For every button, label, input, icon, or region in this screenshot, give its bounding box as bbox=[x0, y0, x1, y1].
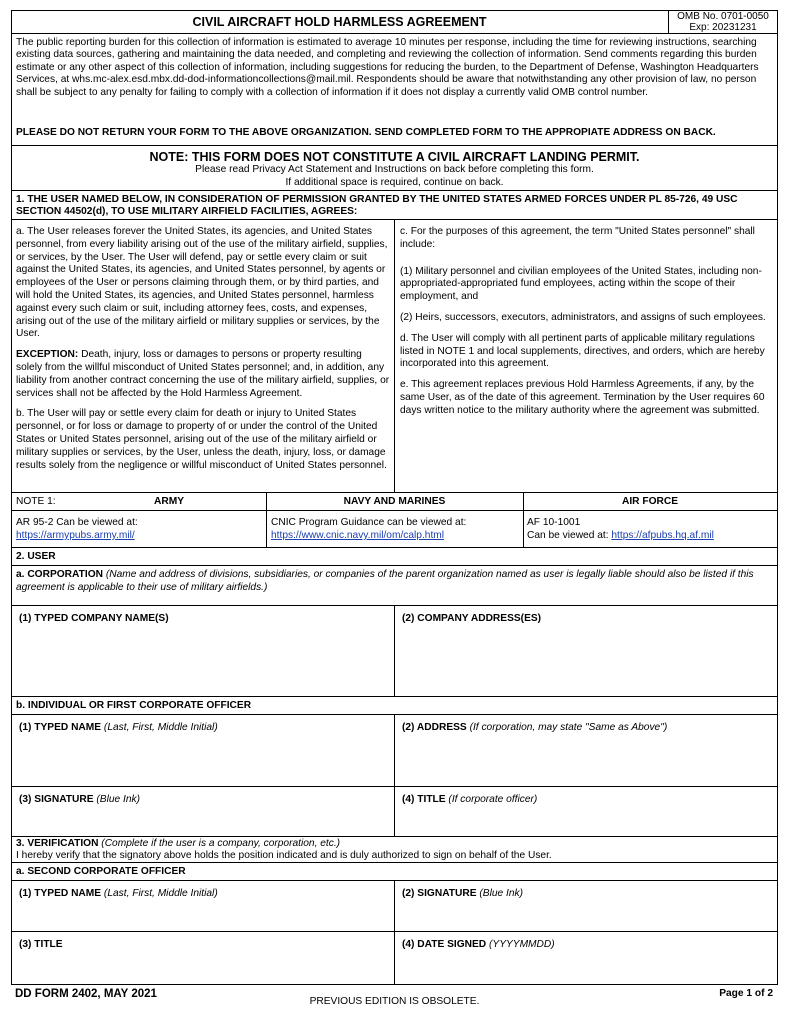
burden-statement bbox=[12, 34, 777, 146]
corporation-label: a. CORPORATION bbox=[16, 569, 103, 580]
form-number: DD FORM 2402, MAY 2021 bbox=[15, 988, 157, 1000]
obsolete-notice: PREVIOUS EDITION IS OBSOLETE. bbox=[309, 996, 480, 1007]
exception-text: Death, injury, loss or damages to persons or property resulting solely from the willful misconduct of United States personnel; and, in addition, any liability from another contract concerning the use of the military airfield, supplies, or services shall not be affected by the Hold Harmless Agreement. bbox=[16, 349, 390, 399]
second-typed-name-label bbox=[19, 888, 218, 900]
address-label bbox=[402, 722, 667, 734]
second-typed-name-title: (1) TYPED NAME bbox=[19, 888, 102, 899]
individual-signature-row bbox=[12, 787, 777, 837]
divider bbox=[668, 11, 669, 33]
section-1-heading: 1. THE USER NAMED BELOW, IN CONSIDERATION OF PERMISSION GRANTED BY THE UNITED STATES ARMED FORCES UNDER PL 85-726, 49 USC SECTION 44502(d), TO USE MILITARY AIRFIELD FACILITIES, AGREES: bbox=[16, 194, 738, 217]
clause-c: c. For the purposes of this agreement, the term "United States personnel" shall include: bbox=[400, 226, 755, 250]
verification-note: (Complete if the user is a company, corporation, etc.) bbox=[101, 838, 341, 849]
note-1-label: NOTE 1: bbox=[16, 496, 56, 507]
clause-b: b. The User will pay or settle every claim for death or injury to United States personnel, or for loss or damage to property of or under the control of the United States or United States personnel, arising out of the use of the military airfield or military supplies or services, by the User, unless the death, injury, loss, or damage results solely from the negligence or willful misconduct of United States personnel. bbox=[16, 408, 387, 471]
divider bbox=[394, 881, 395, 931]
company-names-label: (1) TYPED COMPANY NAME(S) bbox=[19, 613, 169, 624]
air-force-viewed-at bbox=[527, 530, 714, 542]
army-link[interactable]: https://armypubs.army.mil/ bbox=[16, 530, 135, 541]
corporation-row bbox=[12, 566, 777, 606]
title-title: (4) TITLE bbox=[402, 794, 446, 805]
second-officer-header bbox=[12, 863, 777, 881]
second-signature-label bbox=[402, 888, 523, 900]
individual-header bbox=[12, 697, 777, 715]
second-signature-field[interactable] bbox=[401, 903, 771, 928]
date-signed-note: (YYYYMMDD) bbox=[489, 939, 555, 950]
divider bbox=[394, 932, 395, 984]
omb-expiration: Exp: 20231231 bbox=[689, 22, 757, 33]
section-2-header bbox=[12, 548, 777, 566]
divider bbox=[394, 606, 395, 696]
company-names-field[interactable] bbox=[18, 628, 388, 692]
navy-guidance: CNIC Program Guidance can be viewed at: bbox=[271, 517, 467, 528]
divider bbox=[394, 219, 395, 492]
section-1 bbox=[12, 191, 777, 493]
second-signature-note: (Blue Ink) bbox=[479, 888, 523, 899]
second-officer-name-row bbox=[12, 881, 777, 932]
burden-text: The public reporting burden for this collection of information is estimated to average 10 minutes per response, including the time for reviewing instructions, searching existing data sources, gathering and maintaining the data needed, and completing and reviewing the collection of information. Send comments regarding this burden estimate or any other aspect of this collection of information, including suggestions for reducing the burden, to the Department of Defense, Washington Headquarters Services, at whs.mc-alex.esd.mbx.dd-dod-informationcollections@mail.mil. Respondents should be aware that notwithstanding any other provision of law, no person shall be subject to any penalty for failing to comply with a collection of information if it does not display a currently valid OMB control number. bbox=[16, 37, 759, 98]
section-2-heading: 2. USER bbox=[16, 551, 56, 562]
company-addresses-field[interactable] bbox=[401, 628, 771, 692]
date-signed-title: (4) DATE SIGNED bbox=[402, 939, 487, 950]
header-row bbox=[12, 11, 777, 34]
address-field[interactable] bbox=[401, 737, 771, 783]
corporation-note: (Name and address of divisions, subsidiaries, or companies of the parent organization named as user is legally liable should also be listed if this agreement is applicable to their use of military airfields.) bbox=[16, 569, 754, 593]
company-row bbox=[12, 606, 777, 697]
clause-c2: (2) Heirs, successors, executors, administrators, and assigns of such employees. bbox=[400, 311, 766, 323]
divider bbox=[12, 510, 777, 511]
second-title-label: (3) TITLE bbox=[19, 939, 63, 950]
omb-number: OMB No. 0701-0050 bbox=[677, 11, 769, 22]
air-force-link[interactable]: https://afpubs.hq.af.mil bbox=[611, 530, 714, 541]
signature-label bbox=[19, 794, 140, 806]
address-note: (If corporation, may state "Same as Above") bbox=[469, 722, 668, 733]
clause-d: d. The User will comply with all pertinent parts of applicable military regulations listed in NOTE 1 and local supplements, directives, and orders, which are hereby incorporated into this agreement. bbox=[400, 332, 765, 370]
verification-heading: 3. VERIFICATION bbox=[16, 838, 99, 849]
company-addresses-label: (2) COMPANY ADDRESS(ES) bbox=[402, 613, 542, 624]
signature-field[interactable] bbox=[18, 809, 388, 833]
army-regulation: AR 95-2 Can be viewed at: bbox=[16, 517, 138, 528]
section-1-left-column bbox=[16, 226, 390, 480]
navy-heading: NAVY AND MARINES bbox=[343, 496, 446, 507]
air-force-regulation: AF 10-1001 bbox=[527, 517, 581, 528]
second-title-field[interactable] bbox=[18, 954, 388, 980]
typed-name-note: (Last, First, Middle Initial) bbox=[103, 722, 218, 733]
page-number: Page 1 of 2 bbox=[719, 988, 773, 999]
clause-e: e. This agreement replaces previous Hold Harmless Agreements, if any, by the same User, as of the date of this agreement. Termination by the User requires 60 days written notice to the military authority where the agreement was submitted. bbox=[400, 379, 765, 416]
note-1-table bbox=[12, 493, 777, 548]
exception-label: EXCEPTION: bbox=[16, 349, 79, 361]
second-typed-name-note: (Last, First, Middle Initial) bbox=[103, 888, 218, 899]
signature-title: (3) SIGNATURE bbox=[19, 794, 94, 805]
verification-row bbox=[12, 837, 777, 863]
verification-heading-line bbox=[16, 838, 340, 850]
title-label bbox=[402, 794, 537, 806]
navy-link[interactable]: https://www.cnic.navy.mil/om/calp.html bbox=[271, 530, 445, 541]
air-force-prefix: Can be viewed at: bbox=[527, 530, 612, 541]
clause-a: a. The User releases forever the United States, its agencies, and United States personnel, from every liability arising out of the use of the military airfield, supplies, or services, by the User. The User will defend, pay or settle every claim or suit against the United States, its agencies, and United States personnel, by agents or employees of the User or persons claiming through them, or by third parties, and will hold the United States, its agencies, and United States personnel, harmless against every such claim or suit, including attorney fees, costs, and expenses, arising out of the use of the military airfield or military supplies or services, by the User. bbox=[16, 226, 388, 340]
clause-c1: (1) Military personnel and civilian employees of the United States, including non-appropriated-appropriated fund employees, acting within the scope of their employment, and bbox=[400, 265, 762, 303]
typed-name-label bbox=[19, 722, 218, 734]
second-typed-name-field[interactable] bbox=[18, 903, 388, 928]
title-field[interactable] bbox=[401, 809, 771, 833]
individual-name-row bbox=[12, 715, 777, 787]
second-signature-title: (2) SIGNATURE bbox=[402, 888, 477, 899]
title-note: (If corporate officer) bbox=[448, 794, 538, 805]
divider bbox=[394, 715, 395, 786]
section-1-right-column bbox=[400, 226, 774, 426]
exception-clause bbox=[16, 349, 390, 400]
second-officer-title-row bbox=[12, 932, 777, 984]
corporation-instructions bbox=[16, 569, 774, 594]
date-signed-label bbox=[402, 939, 555, 951]
additional-space-note: If additional space is required, continue on back. bbox=[285, 177, 504, 188]
typed-name-field[interactable] bbox=[18, 737, 388, 783]
address-title: (2) ADDRESS bbox=[402, 722, 467, 733]
divider bbox=[394, 787, 395, 836]
landing-permit-note: NOTE: THIS FORM DOES NOT CONSTITUTE A CIVIL AIRCRAFT LANDING PERMIT. bbox=[149, 150, 640, 164]
form-title: CIVIL AIRCRAFT HOLD HARMLESS AGREEMENT bbox=[192, 15, 487, 29]
date-signed-field[interactable] bbox=[401, 954, 771, 980]
army-heading: ARMY bbox=[154, 496, 184, 507]
individual-officer-heading: b. INDIVIDUAL OR FIRST CORPORATE OFFICER bbox=[16, 700, 252, 711]
return-notice: PLEASE DO NOT RETURN YOUR FORM TO THE ABOVE ORGANIZATION. SEND COMPLETED FORM TO THE APPROPIATE ADDRESS ON BACK. bbox=[16, 127, 716, 138]
signature-note: (Blue Ink) bbox=[96, 794, 140, 805]
second-officer-heading: a. SECOND CORPORATE OFFICER bbox=[16, 866, 186, 877]
form-page bbox=[11, 10, 778, 985]
verification-statement: I hereby verify that the signatory above holds the position indicated and is duly authorized to sign on behalf of the User. bbox=[16, 850, 552, 861]
note-box bbox=[12, 146, 777, 191]
privacy-note: Please read Privacy Act Statement and Instructions on back before completing this form. bbox=[195, 164, 594, 175]
typed-name-title: (1) TYPED NAME bbox=[19, 722, 102, 733]
air-force-heading: AIR FORCE bbox=[621, 496, 679, 507]
